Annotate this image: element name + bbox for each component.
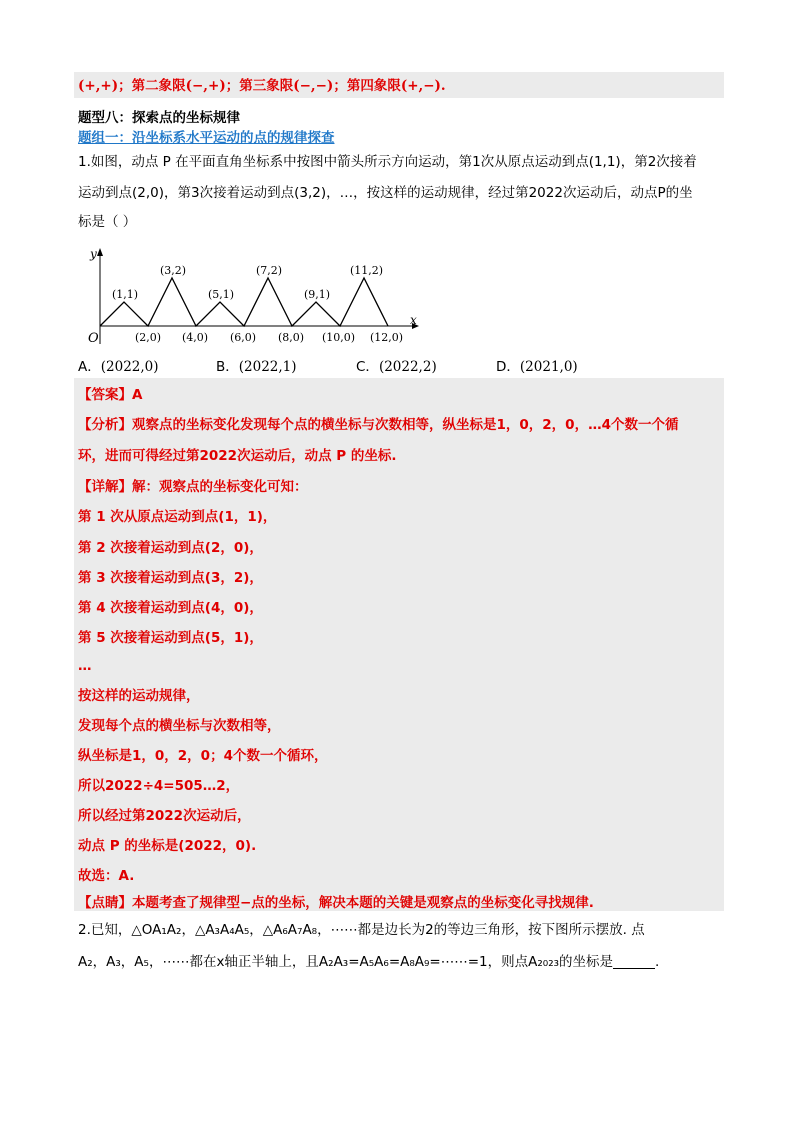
peak-label: (1,1): [112, 288, 139, 301]
group-heading: 题组一：沿坐标系水平运动的点的规律探查: [78, 130, 335, 146]
quadrant3-sign: (−,−)；: [293, 78, 347, 94]
comment-line: 【点睛】本题考查了规律型−点的坐标，解决本题的关键是观察点的坐标变化寻找规律.: [78, 895, 594, 911]
q2-line2-text: A₂，A₃，A₅，⋯⋯都在x轴正半轴上，且A₂A₃=A₅A₆=A₈A₉=⋯⋯=1，则点A₂₀₂₃的坐标是: [78, 954, 614, 970]
base-label: (4,0): [182, 331, 209, 344]
option-letter: D．: [496, 359, 520, 375]
option-value: (2022,2): [378, 359, 437, 375]
option-letter: C．: [356, 359, 379, 375]
answer-blank[interactable]: [613, 954, 655, 969]
option-c[interactable]: [356, 355, 437, 375]
step-line: 发现每个点的横坐标与次数相等，: [78, 718, 281, 734]
q2-line2-end: .: [655, 954, 660, 970]
zigzag-path: [100, 278, 388, 326]
step-line: 第 1 次从原点运动到点(1，1)，: [78, 509, 277, 525]
y-axis-arrow: [97, 248, 103, 256]
base-label: (2,0): [135, 331, 162, 344]
base-label: (10,0): [322, 331, 356, 344]
option-letter: B．: [216, 359, 239, 375]
option-letter: A．: [78, 359, 101, 375]
x-axis-label: x: [410, 313, 417, 327]
base-label: (8,0): [278, 331, 305, 344]
quadrant4-label: 第四象限: [346, 78, 401, 94]
base-label: (6,0): [230, 331, 257, 344]
peak-label: (3,2): [160, 264, 187, 277]
section-heading: 题型八：探索点的坐标规律: [78, 110, 240, 126]
analysis-line2: 环，进而可得经过第2022次运动后，动点 P 的坐标.: [78, 448, 397, 464]
option-value: (2022,0): [100, 359, 159, 375]
peak-label: (7,2): [256, 264, 283, 277]
step-line: 动点 P 的坐标是(2022，0).: [78, 838, 257, 854]
step-line: 第 5 次接着运动到点(5，1)，: [78, 630, 263, 646]
step-line: 第 4 次接着运动到点(4，0)，: [78, 600, 263, 616]
y-axis-label: y: [90, 247, 97, 261]
quadrant1-sign: (+,+)；: [78, 78, 132, 94]
q1-line1: 1.如图，动点 P 在平面直角坐标系中按图中箭头所示方向运动，第1次从原点运动到点(1,1)，第2次接着: [78, 154, 697, 170]
quadrant2-sign: (−,+)；: [185, 78, 240, 94]
detail-head: 【详解】解：观察点的坐标变化可知：: [78, 479, 308, 495]
option-value: (2021,0): [519, 359, 578, 375]
origin-label: O: [88, 331, 99, 346]
step-line: 所以经过第2022次运动后，: [78, 808, 251, 824]
step-line: 第 2 次接着运动到点(2，0)，: [78, 540, 263, 556]
q2-line1: 2.已知，△OA₁A₂，△A₃A₄A₅，△A₆A₇A₈，⋯⋯都是边长为2的等边三角形，按下图所示摆放. 点: [78, 922, 645, 938]
q1-line3: 标是（ ）: [78, 214, 137, 230]
option-a[interactable]: [78, 355, 159, 375]
peak-label: (9,1): [304, 288, 331, 301]
zigzag-graph: [82, 244, 422, 352]
q2-line2: [78, 952, 659, 972]
quadrant3-label: 第三象限: [239, 78, 294, 94]
peak-label: (11,2): [350, 264, 384, 277]
step-line: 按这样的运动规律，: [78, 688, 200, 704]
step-line: 第 3 次接着运动到点(3，2)，: [78, 570, 263, 586]
peak-label: (5,1): [208, 288, 235, 301]
option-b[interactable]: [216, 355, 297, 375]
step-line: 故选：A.: [78, 868, 135, 884]
quadrant4-sign: (+,−).: [400, 78, 446, 94]
base-label: (12,0): [370, 331, 404, 344]
step-line: 所以2022÷4=505…2，: [78, 778, 240, 794]
step-line: …: [78, 658, 92, 674]
quadrant2-label: 第二象限: [131, 78, 186, 94]
answer-line: 【答案】A: [78, 387, 143, 403]
quadrant-line: [78, 76, 446, 96]
option-value: (2022,1): [238, 359, 297, 375]
option-d[interactable]: [496, 355, 578, 375]
analysis-line1: 【分析】观察点的坐标变化发现每个点的横坐标与次数相等，纵坐标是1，0，2，0，…4个数一个循: [78, 417, 679, 433]
step-line: 纵坐标是1，0，2，0；4个数一个循环，: [78, 748, 328, 764]
q1-line2: 运动到点(2,0)，第3次接着运动到点(3,2)，…，按这样的运动规律，经过第2022次运动后，动点P的坐: [78, 185, 693, 201]
